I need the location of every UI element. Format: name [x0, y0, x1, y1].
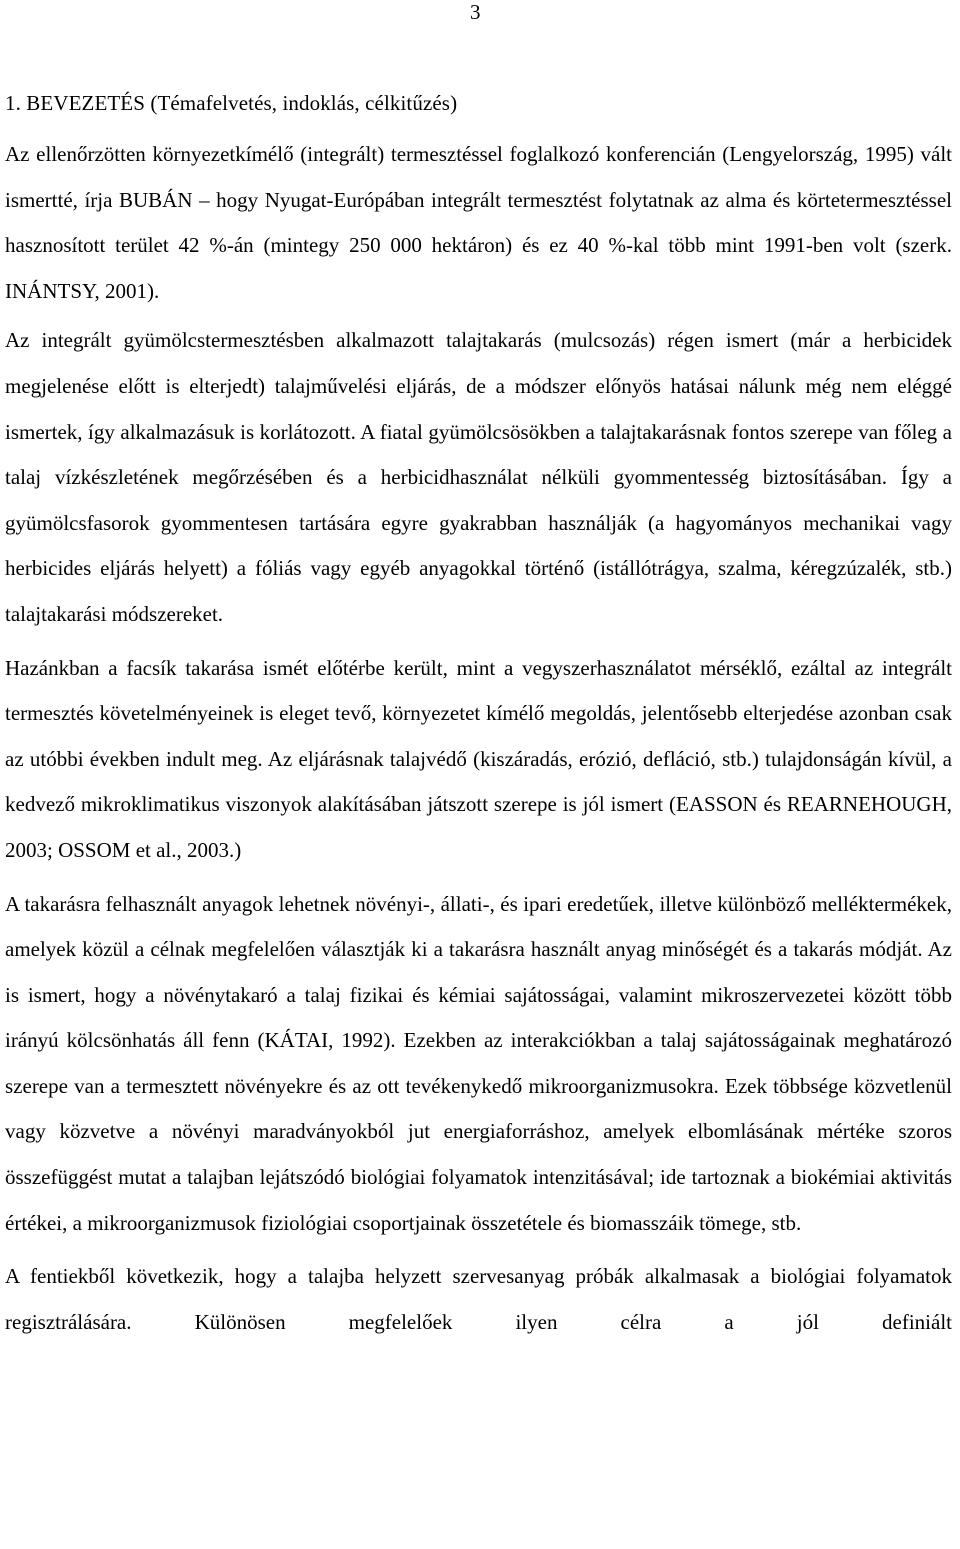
paragraph-3: Hazánkban a facsík takarása ismét előtérbe került, mint a vegyszerhasználatot mérséklő, ezáltal az integrált termesztés követelményeinek is eleget tevő, környezetet kímélő megoldás, jelentősebb elterjedése azonban csak az utóbbi években indult meg. Az eljárásnak talajvédő (kiszáradás, erózió, defláció, stb.) tulajdonságán kívül, a kedvező mikroklimatikus viszonyok alakításában játszott szerepe is jól ismert (EASSON és REARNEHOUGH, 2003; OSSOM et al., 2003.): [5, 655, 952, 862]
page-number: 3: [470, 0, 481, 24]
paragraph-4: A takarásra felhasznált anyagok lehetnek növényi-, állati-, és ipari eredetűek, illetve különböző melléktermékek, amelyek közül a célnak megfelelően választják ki a takarásra használt anyag minőségét és a takarás módját. Az is ismert, hogy a növénytakaró a talaj fizikai és kémiai sajátosságai, valamint mikroszervezetei között több irányú kölcsönhatás áll fenn (KÁTAI, 1992). Ezekben az interakciókban a talaj sajátosságainak meghatározó szerepe van a termesztett növényekre és az ott tevékenykedő mikroorganizmusokra. Ezek többsége közvetlenül vagy közvetve a növényi maradványokból jut energiaforráshoz, amelyek elbomlásának mértéke szoros összefüggést mutat a talajban lejátszódó biológiai folyamatok intenzitásával; ide tartoznak a biokémiai aktivitás értékei, a mikroorganizmusok fiziológiai csoportjainak összetétele és biomasszáik tömege, stb.: [5, 891, 952, 1235]
paragraph-5: A fentiekből következik, hogy a talajba helyzett szervesanyag próbák alkalmasak a biológiai folyamatok regisztrálására. Különösen megfelelőek ilyen célra a jól definiált: [5, 1264, 952, 1334]
paragraph-1: Az ellenőrzötten környezetkímélő (integrált) termesztéssel foglalkozó konferencián (Lengyelország, 1995) vált ismertté, írja BUBÁN – hogy Nyugat-Európában integrált termesztést folytatnak az alma és körtetermesztéssel hasznosított terület 42 %-án (mintegy 250 000 hektáron) és ez 40 %-kal több mint 1991-ben volt (szerk. INÁNTSY, 2001).: [5, 142, 952, 303]
section-heading: 1. BEVEZETÉS (Témafelvetés, indoklás, célkitűzés): [5, 91, 458, 115]
paragraph-2: Az integrált gyümölcstermesztésben alkalmazott talajtakarás (mulcsozás) régen ismert (már a herbicidek megjelenése előtt is elterjedt) talajművelési eljárás, de a módszer előnyös hatásai nálunk még nem eléggé ismertek, így alkalmazásuk is korlátozott. A fiatal gyümölcsösökben a talajtakarásnak fontos szerepe van főleg a talaj vízkészletének megőrzésében és a herbicidhasználat nélküli gyommentesség biztosításában. Így a gyümölcsfasorok gyommentesen tartására egyre gyakrabban használják (a hagyományos mechanikai vagy herbicides eljárás helyett) a fóliás vagy egyéb anyagokkal történő (istállótrágya, szalma, kéregzúzalék, stb.) talajtakarási módszereket.: [5, 328, 952, 626]
page-content: [5, 88, 952, 1349]
